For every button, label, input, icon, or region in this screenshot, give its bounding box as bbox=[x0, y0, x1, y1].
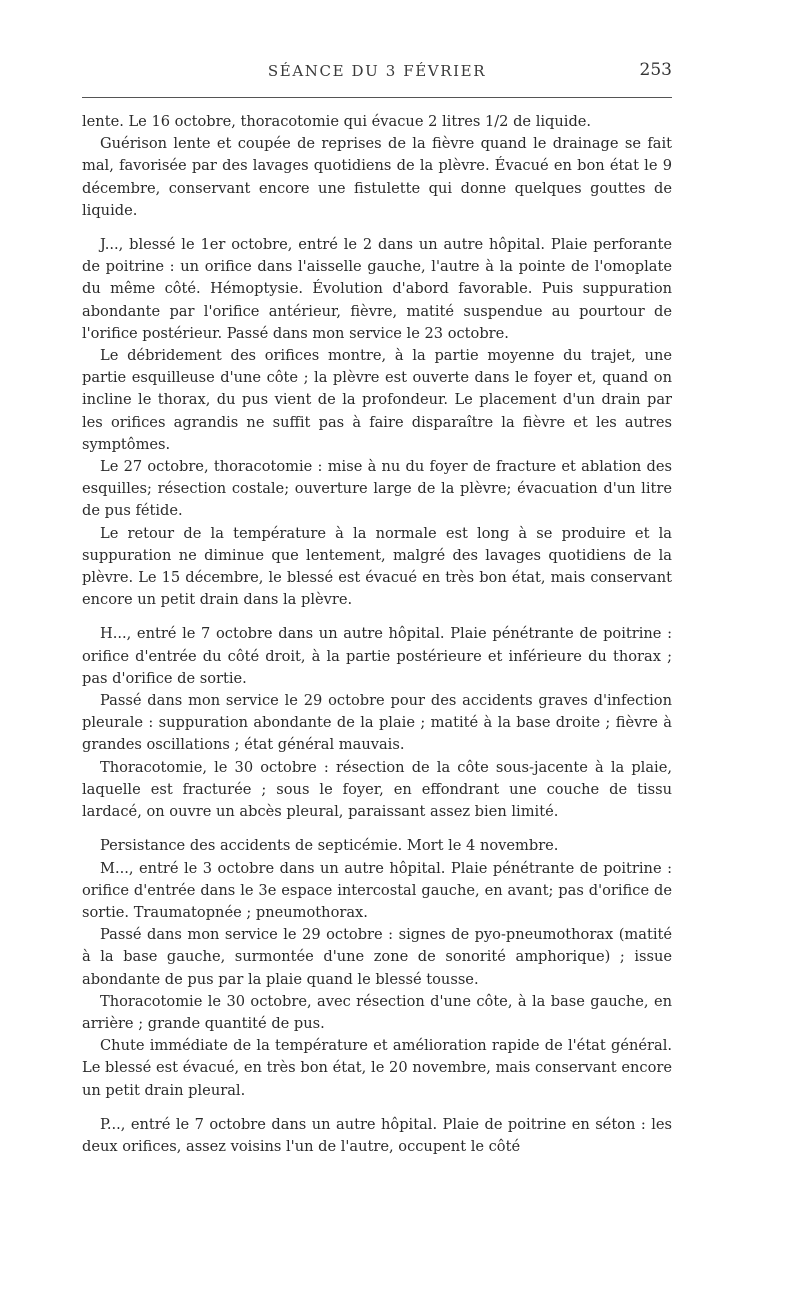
paragraph: P..., entré le 7 octobre dans un autre hôpital. Plaie de poitrine en séton : les deux orifices, assez voisins l'un de l'autre, occupent le côté bbox=[82, 1115, 672, 1155]
paragraph: lente. Le 16 octobre, thoracotomie qui évacue 2 litres 1/2 de liquide. bbox=[82, 113, 592, 130]
page-number: 253 bbox=[639, 60, 672, 80]
page-header bbox=[82, 58, 672, 88]
body-text bbox=[82, 111, 672, 1158]
paragraph: Le 27 octobre, thoracotomie : mise à nu du foyer de fracture et ablation des esquilles; résection costale; ouverture large de la plèvre; évacuation d'un litre de pus fétide. bbox=[82, 458, 672, 520]
running-title: SÉANCE DU 3 FÉVRIER bbox=[267, 62, 487, 80]
paragraph: Thoracotomie, le 30 octobre : résection de la côte sous-jacente à la plaie, laquelle est fracturée ; sous le foyer, en effondrant une couche de tissu lardacé, on ouvre un abcès pleural, paraissant assez bien limité. bbox=[82, 758, 672, 821]
paragraph: M..., entré le 3 octobre dans un autre hôpital. Plaie pénétrante de poitrine : orifice d'entrée dans le 3e espace intercostal gauche, en avant; pas d'orifice de sortie. Traumatopnée ; pneumothorax. bbox=[82, 859, 672, 921]
paragraph: Guérison lente et coupée de reprises de la fièvre quand le drainage se fait mal, favorisée par des lavages quotidiens de la plèvre. Évacué en bon état le 9 décembre, conservant encore une fistulette qui donne quelques gouttes de liquide. bbox=[82, 135, 672, 219]
paragraph: Le débridement des orifices montre, à la partie moyenne du trajet, une partie esquilleuse d'une côte ; la plèvre est ouverte dans le foyer et, quand on incline le thorax, du pus vient de la profondeur. Le placement d'un drain par les orifices agrandis ne suffit pas à faire disparaître la fièvre et les autres symptômes. bbox=[82, 347, 672, 453]
paragraph: Passé dans mon service le 29 octobre pour des accidents graves d'infection pleurale : suppuration abondante de la plaie ; matité à la base droite ; fièvre à grandes oscillations ; état général mauvais. bbox=[82, 692, 672, 754]
paragraph: Le retour de la température à la normale est long à se produire et la suppuration ne diminue que lentement, malgré des lavages quotidiens de la plèvre. Le 15 décembre, le blessé est évacué en très bon état, mais conservant encore un petit drain dans la plèvre. bbox=[82, 524, 672, 609]
header-rule bbox=[82, 97, 672, 98]
paragraph: Persistance des accidents de septicémie. Mort le 4 novembre. bbox=[100, 837, 559, 855]
paragraph: Passé dans mon service le 29 octobre : signes de pyo-pneumothorax (matité à la base gauche, surmontée d'une zone de sonorité amphorique) ; issue abondante de pus par la plaie quand le blessé tousse. bbox=[82, 926, 672, 988]
paragraph: J..., blessé le 1er octobre, entré le 2 dans un autre hôpital. Plaie perforante de poitrine : un orifice dans l'aisselle gauche, l'autre à la pointe de l'omoplate du même côté. Hémoptysie. Évolution d'abord favorable. Puis suppuration abondante par l'orifice antérieur, fièvre, matité suspendue au pourtour de l'orifice postérieur. Passé dans mon service le 23 octobre. bbox=[82, 236, 672, 342]
paragraph: Chute immédiate de la température et amélioration rapide de l'état général. Le blessé est évacué, en très bon état, le 20 novembre, mais conservant encore un petit drain pleural. bbox=[82, 1037, 672, 1099]
paragraph: H..., entré le 7 octobre dans un autre hôpital. Plaie pénétrante de poitrine : orifice d'entrée du côté droit, à la partie postérieure et inférieure du thorax ; pas d'orifice de sortie. bbox=[82, 625, 672, 687]
paragraph: Thoracotomie le 30 octobre, avec résection d'une côte, à la base gauche, en arrière ; grande quantité de pus. bbox=[82, 992, 672, 1032]
